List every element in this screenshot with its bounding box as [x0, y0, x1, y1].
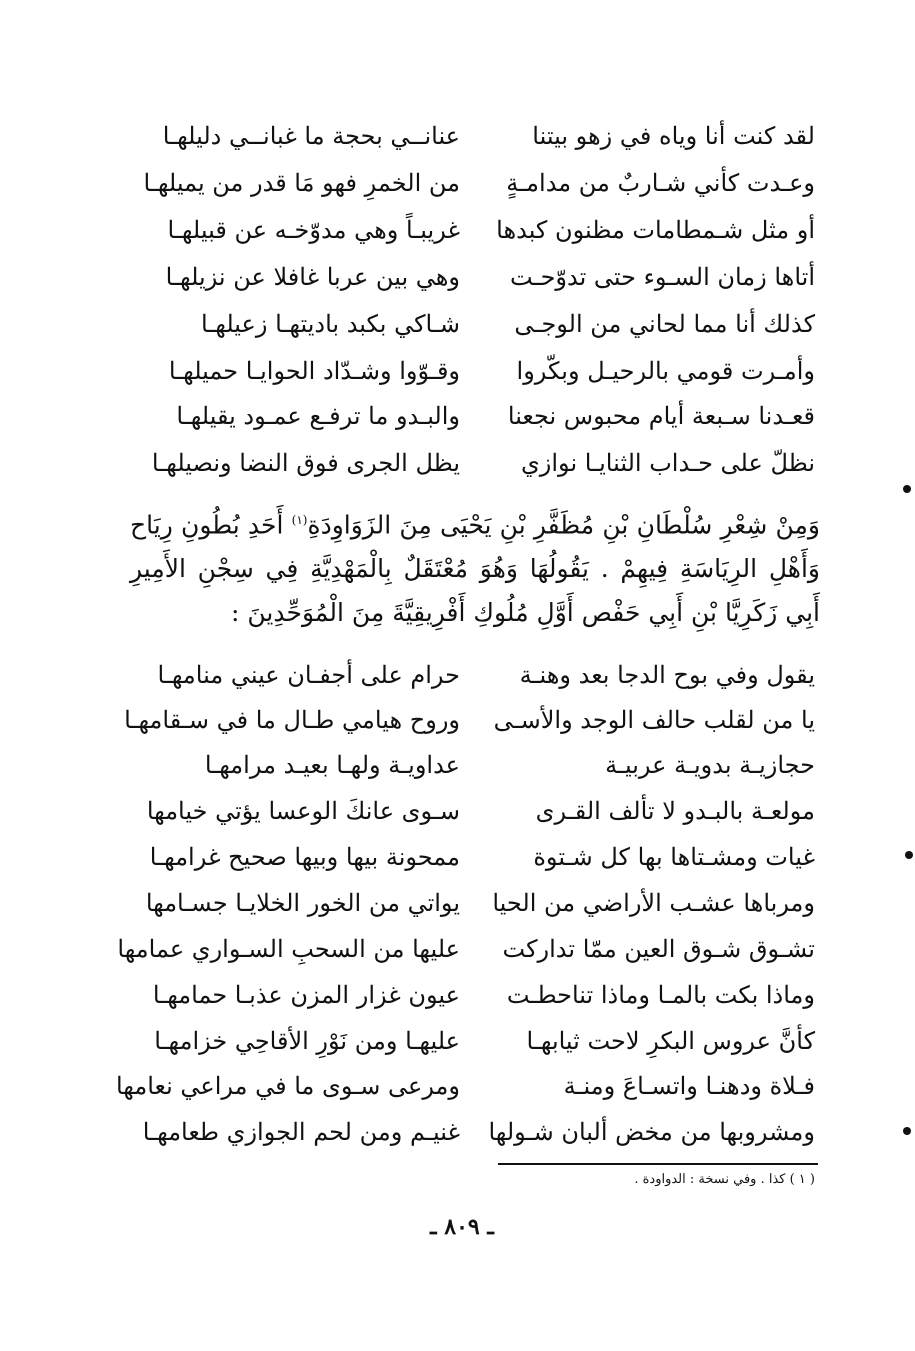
verse-first-hemistich: ومشروبها من مخض ألبان شـولها — [488, 1118, 815, 1146]
verse-second-hemistich: غنيـم ومن لحم الجوازي طعامهـا — [142, 1118, 460, 1146]
verse-line — [0, 302, 915, 346]
verse-line — [0, 789, 915, 833]
verse-second-hemistich: يظل الجرى فوق النضا ونصيلهـا — [151, 449, 460, 477]
verse-first-hemistich: يقول وفي بوح الدجا بعد وهنـة — [519, 661, 815, 689]
footnote-marker: (١) — [291, 513, 308, 527]
verse-first-hemistich: فـلاة ودهنـا واتسـاعَ ومنـة — [563, 1072, 815, 1100]
verse-second-hemistich: عداويـة ولهـا بعيـد مرامهـا — [204, 751, 460, 779]
scan-dot — [903, 1127, 911, 1135]
verse-first-hemistich: لقد كنت أنا وياه في زهو بيتنا — [532, 122, 815, 150]
verse-line — [0, 881, 915, 925]
verse-second-hemistich: عنانــي بحجة ما غبانــي دليلهـا — [162, 122, 460, 150]
scan-dot — [905, 851, 913, 859]
verse-first-hemistich: وعـدت كأني شـاربٌ من مدامـةٍ — [506, 169, 815, 197]
verse-line — [0, 114, 915, 158]
verse-second-hemistich: وهي بين عربا غافلا عن نزيلهـا — [165, 263, 460, 291]
verse-first-hemistich: حجازيـة بدويـة عربيـة — [605, 751, 815, 779]
verse-second-hemistich: غريبـاً وهي مدوّخـه عن قبيلهـا — [167, 216, 460, 244]
verse-line — [0, 835, 915, 879]
verse-first-hemistich: أو مثل شـمطامات مظنون كبدها — [496, 216, 815, 244]
verse-line — [0, 973, 915, 1017]
verse-line — [0, 1064, 915, 1108]
verse-second-hemistich: والبـدو ما ترفـع عمـود يقيلهـا — [176, 402, 460, 430]
verse-line — [0, 441, 915, 485]
verse-line — [0, 698, 915, 742]
footnote: ( ١ ) كذا . وفي نسخة : الدواودة . — [634, 1172, 815, 1187]
prose-text — [130, 498, 820, 635]
verse-second-hemistich: حرام على أجفـان عيني منامهـا — [157, 661, 460, 689]
prose-text-after-note: أَحَدِ بُطُونِ رِيَاح وَأَهْلِ الرِيَاسَةِ فِيهِمْ . يَقُولُهَا وَهُوَ مُعْتَقَلٌ بِالْمَهْدِيَّةِ فِي سِجْنِ الأَمِيرِ أَبِي زَكَرِيَّا بْنِ أَبِي حَفْص أَوَّلِ مُلُوكِ أَفْرِيقِيَّةَ مِنَ الْمُوَحِّدِينَ : — [130, 510, 820, 628]
verse-first-hemistich: نظلّ على حـداب الثنايـا نوازي — [521, 449, 815, 477]
verse-line — [0, 653, 915, 697]
verse-second-hemistich: عيون غزار المزن عذبـا حمامهـا — [152, 981, 460, 1009]
footnote-separator — [498, 1163, 818, 1165]
prose-paragraph — [130, 498, 820, 635]
page-number: ـ ٨٠٩ ـ — [430, 1214, 494, 1240]
verse-second-hemistich: ومرعى سـوى ما في مراعي نعامها — [115, 1072, 460, 1100]
verse-first-hemistich: تشـوق شـوق العين ممّا تداركت — [502, 935, 815, 963]
verse-line — [0, 394, 915, 438]
verse-line — [0, 161, 915, 205]
verse-second-hemistich: من الخمرِ فهو مَا قدر من يميلهـا — [143, 169, 460, 197]
prose-text-before-note: وَمِنْ شِعْرِ سُلْطَانِ بْنِ مُظَفَّرِ بْنِ يَحْيَى مِنَ الزَوَاوِدَةِ — [307, 510, 820, 540]
verse-second-hemistich: ممحونة بيها وبيها صحيح غرامهـا — [149, 843, 460, 871]
verse-line — [0, 255, 915, 299]
verse-line — [0, 208, 915, 252]
verse-second-hemistich: عليهـا ومن نَوْرِ الأقاحِي خزامهـا — [154, 1027, 460, 1055]
verse-first-hemistich: أتاها زمان السـوء حتى تدوّحـت — [509, 263, 815, 291]
verse-first-hemistich: مولعـة بالبـدو لا تألف القـرى — [535, 797, 815, 825]
verse-second-hemistich: وقـوّوا وشـدّاد الحوايـا حميلهـا — [168, 357, 460, 385]
verse-first-hemistich: يا من لقلب حالف الوجد والأسـى — [493, 706, 815, 734]
verse-first-hemistich: وأمـرت قومي بالرحيـل وبكّروا — [516, 357, 815, 385]
verse-line — [0, 1019, 915, 1063]
verse-line — [0, 743, 915, 787]
verse-second-hemistich: شـاكي بكبد باديتهـا زعيلهـا — [200, 310, 460, 338]
verse-second-hemistich: يواتي من الخور الخلايـا جسـامها — [145, 889, 460, 917]
verse-second-hemistich: عليها من السحبِ السـواري عمامها — [117, 935, 460, 963]
verse-line — [0, 927, 915, 971]
verse-first-hemistich: ومرباها عشـب الأراضي من الحيا — [492, 889, 815, 917]
scan-dot — [903, 485, 911, 493]
verse-first-hemistich: كأنَّ عروس البكرِ لاحت ثيابهـا — [526, 1027, 815, 1055]
verse-line — [0, 1110, 915, 1154]
verse-first-hemistich: وماذا بكت بالمـا وماذا تناحطـت — [506, 981, 815, 1009]
verse-first-hemistich: غيات ومشـتاها بها كل شـتوة — [533, 843, 815, 871]
verse-second-hemistich: سـوى عانكَ الوعسا يؤتي خيامها — [146, 797, 460, 825]
verse-line — [0, 349, 915, 393]
verse-first-hemistich: كذلك أنا مما لحاني من الوجـى — [514, 310, 815, 338]
verse-first-hemistich: قعـدنا سـبعة أيام محبوس نجعنا — [507, 402, 815, 430]
verse-second-hemistich: وروح هيامي طـال ما في سـقامهـا — [124, 706, 460, 734]
